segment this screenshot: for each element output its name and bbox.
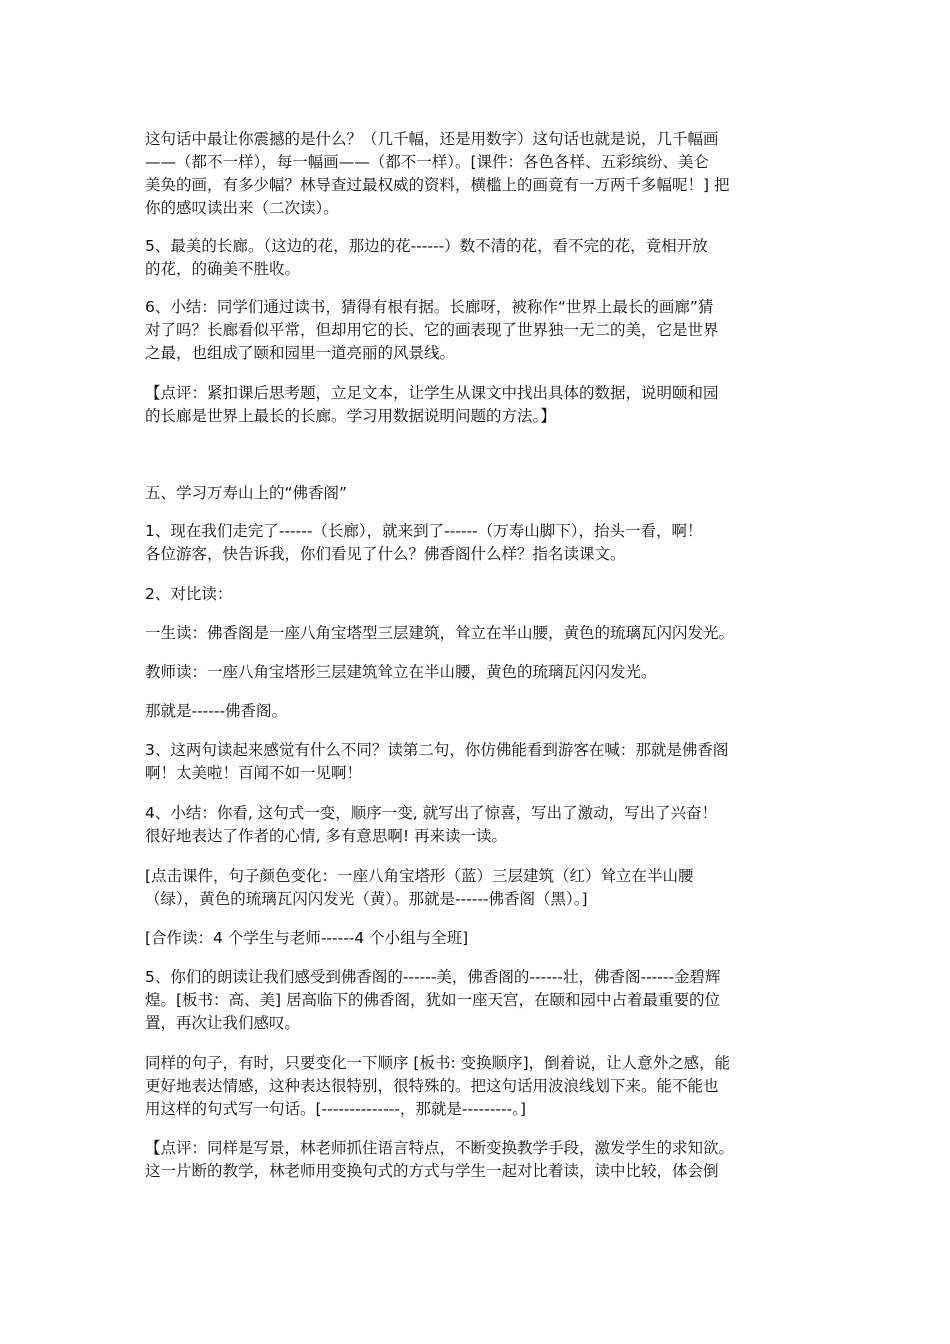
text-line: 3、这两句读起来感觉有什么不同？读第二句，你仿佛能看到游客在喊：那就是佛香阁 xyxy=(145,741,729,759)
text-line: 5、最美的长廊。（这边的花，那边的花------）数不清的花，看不完的花，竟相开放 xyxy=(145,237,708,255)
text-line: 【点评：紧扣课后思考题，立足文本，让学生从课文中找出具体的数据，说明颐和园 xyxy=(145,384,719,402)
paragraph-item-2 xyxy=(145,583,813,606)
text-line: 教师读：一座八角宝塔形三层建筑耸立在半山腰，黄色的琉璃瓦闪闪发光。 xyxy=(145,663,657,681)
text-line: 啊！太美啦！百闻不如一见啊！ xyxy=(145,764,363,782)
text-line: 煌。[板书：高、美] 居高临下的佛香阁，犹如一座天宫，在颐和园中占着最重要的位 xyxy=(145,991,721,1009)
paragraph-sentence-order xyxy=(145,1052,813,1121)
text-line: 这一片断的教学，林老师用变换句式的方式与学生一起对比着读，读中比较，体会倒 xyxy=(145,1162,719,1180)
paragraph-item-1 xyxy=(145,520,813,566)
text-line: 这句话中最让你震撼的是什么？（几千幅，还是用数字）这句话也就是说，几千幅画 xyxy=(145,130,719,148)
paragraph-comment-1 xyxy=(145,382,813,428)
text-line: 6、小结：同学们通过读书，猜得有根有据。长廊呀，被称作“世界上最长的画廊”猜 xyxy=(145,298,714,316)
text-line: 更好地表达情感，这种表达很特别，很特殊的。把这句话用波浪线划下来。能不能也 xyxy=(145,1077,719,1095)
text-line: ——（都不一样），每一幅画——（都不一样）。[课件：各色各样、五彩缤纷、美仑 xyxy=(145,153,710,171)
paragraph-item-6-summary xyxy=(145,296,813,365)
section-heading xyxy=(145,482,813,505)
text-line: [点击课件，句子颜色变化：一座八角宝塔形（蓝）三层建筑（红）耸立在半山腰 xyxy=(145,867,694,885)
paragraph-item-3 xyxy=(145,739,813,785)
paragraph-student-reading xyxy=(145,622,813,645)
text-line: 对了吗？长廊看似平常，但却用它的长、它的画表现了世界独一无二的美，它是世界 xyxy=(145,321,719,339)
paragraph-teacher-reading xyxy=(145,661,813,684)
text-line: 置，再次让我们感叹。 xyxy=(145,1014,301,1032)
text-line: 同样的句子，有时，只要变化一下顺序 [板书: 变换顺序]，倒着说，让人意外之感，能 xyxy=(145,1054,731,1072)
paragraph-item-4 xyxy=(145,802,813,848)
paragraph-cooperative-reading xyxy=(145,927,813,950)
text-line: 5、你们的朗读让我们感受到佛香阁的------美，佛香阁的------壮，佛香阁------金碧辉 xyxy=(145,968,721,986)
text-line: 美奂的画，有多少幅？林导查过最权威的资料，横槛上的画竟有一万两千多幅呢！] 把 xyxy=(145,176,730,194)
text-line: 很好地表达了作者的心情, 多有意思啊! 再来读一读。 xyxy=(145,827,507,845)
text-line: 那就是------佛香阁。 xyxy=(145,702,288,720)
text-line: 一生读：佛香阁是一座八角宝塔型三层建筑，耸立在半山腰，黄色的琉璃瓦闪闪发光。 xyxy=(145,624,735,642)
text-line: 五、学习万寿山上的“佛香阁” xyxy=(145,484,348,502)
text-line: 用这样的句式写一句话。[--------------，那就是---------。] xyxy=(145,1100,526,1118)
text-line: 各位游客，快告诉我，你们看见了什么？佛香阁什么样？指名读课文。 xyxy=(145,545,626,563)
paragraph-courseware-note xyxy=(145,865,813,911)
text-line: 的长廊是世界上最长的长廊。学习用数据说明问题的方法。】 xyxy=(145,407,556,425)
paragraph-item-5-pavilion xyxy=(145,966,813,1035)
paragraph-comment-2 xyxy=(145,1137,813,1183)
text-line: [合作读：4 个学生与老师------4 个小组与全班] xyxy=(145,929,469,947)
text-line: 1、现在我们走完了------（长廊），就来到了------（万寿山脚下），抬头一看，啊！ xyxy=(145,522,703,540)
paragraph-shock-question xyxy=(145,128,813,220)
text-line: （绿），黄色的琉璃瓦闪闪发光（黄）。那就是------佛香阁（黑）。] xyxy=(145,890,588,908)
text-line: 你的感叹读出来（二次读）。 xyxy=(145,199,339,217)
paragraph-item-5-corridor xyxy=(145,235,813,281)
text-line: 【点评：同样是写景，林老师抓住语言特点，不断变换教学手段，激发学生的求知欲。 xyxy=(145,1139,735,1157)
text-line: 的花，的确美不胜收。 xyxy=(145,260,301,278)
paragraph-that-is xyxy=(145,700,813,723)
text-line: 之最，也组成了颐和园里一道亮丽的风景线。 xyxy=(145,344,456,362)
text-line: 2、对比读： xyxy=(145,585,233,603)
text-line: 4、小结：你看, 这句式一变，顺序一变, 就写出了惊喜，写出了激动，写出了兴奋！ xyxy=(145,804,718,822)
